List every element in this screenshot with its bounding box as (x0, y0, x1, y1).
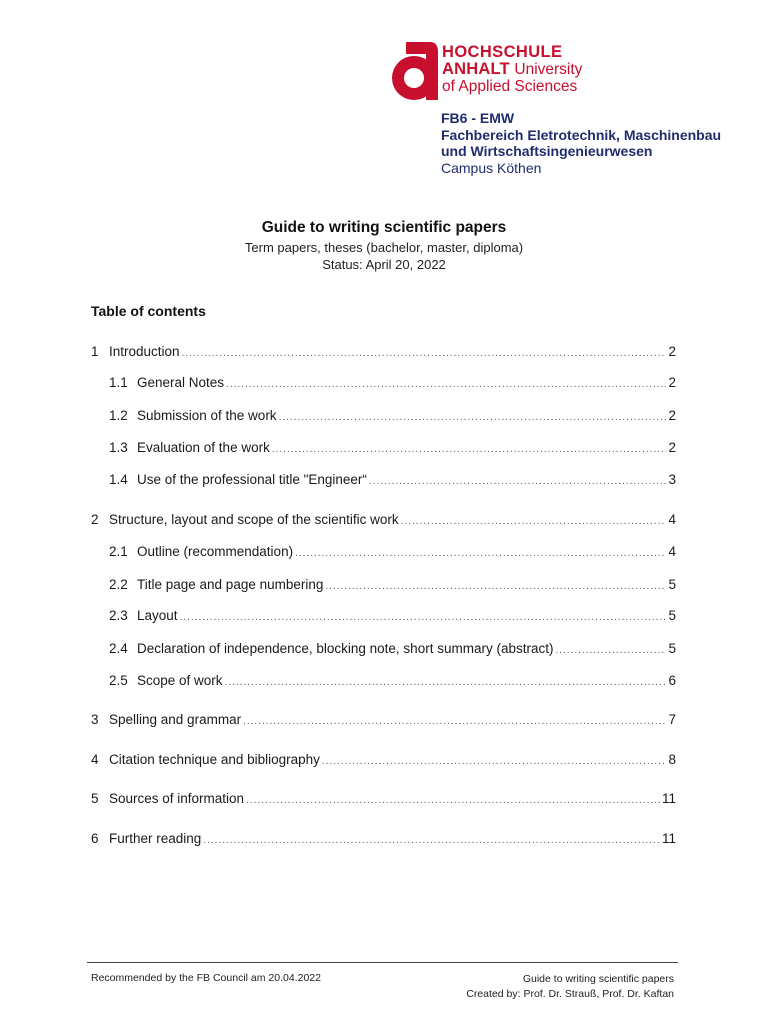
toc-entry-title: Outline (recommendation) (137, 544, 294, 559)
toc-entry-number: 1.4 (109, 472, 128, 487)
toc-dot-leader (325, 578, 666, 596)
toc-entry-title: Submission of the work (137, 408, 277, 423)
toc-entry-number: 2.2 (109, 577, 128, 592)
toc-entry-page: 2 (668, 375, 676, 390)
toc-entry-number: 1 (91, 344, 99, 359)
campus-name: Campus Köthen (441, 159, 542, 176)
toc-entry-page: 4 (668, 544, 676, 559)
toc-dot-leader (369, 473, 666, 491)
toc-dot-leader (203, 832, 660, 850)
toc-entry-number: 2.1 (109, 544, 128, 559)
toc-entry-page: 2 (668, 440, 676, 455)
toc-entry-title: Spelling and grammar (109, 712, 242, 727)
toc-dot-leader (401, 513, 666, 531)
toc-entry-title: Structure, layout and scope of the scientific work (109, 512, 399, 527)
table-of-contents (91, 0, 676, 1024)
department-name-line2: und Wirtschaftsingenieurwesen (441, 143, 653, 159)
toc-dot-leader (295, 545, 666, 563)
toc-entry-page: 6 (668, 673, 676, 688)
toc-dot-leader (555, 642, 666, 660)
toc-dot-leader (243, 713, 666, 731)
logo-line-hochschule: HOCHSCHULE (442, 43, 563, 61)
toc-entry-title: Scope of work (137, 673, 223, 688)
toc-entry-page: 11 (661, 791, 676, 806)
toc-entry-title: Evaluation of the work (137, 440, 270, 455)
toc-entry-title: General Notes (137, 375, 225, 390)
toc-entry-title: Introduction (109, 344, 180, 359)
toc-entry-title: Further reading (109, 831, 202, 846)
toc-entry-number: 6 (91, 831, 99, 846)
toc-entry[interactable] (91, 471, 676, 491)
toc-entry-number: 1.2 (109, 408, 128, 423)
footer-divider (87, 962, 678, 963)
toc-entry[interactable] (91, 439, 676, 459)
toc-dot-leader (322, 753, 666, 771)
toc-entry-number: 1.1 (109, 375, 128, 390)
toc-entry[interactable] (91, 751, 676, 771)
toc-entry[interactable] (91, 640, 676, 660)
logo-line-anhalt: ANHALT University (442, 60, 583, 78)
toc-entry[interactable] (91, 407, 676, 427)
toc-dot-leader (226, 376, 666, 394)
toc-entry-number: 3 (91, 712, 99, 727)
toc-entry-title: Use of the professional title "Engineer“ (137, 472, 367, 487)
toc-entry-page: 8 (668, 752, 676, 767)
document-subtitle: Term papers, theses (bachelor, master, diploma) (244, 240, 524, 255)
toc-entry-title: Citation technique and bibliography (109, 752, 320, 767)
toc-entry[interactable] (91, 790, 676, 810)
toc-entry-page: 4 (668, 512, 676, 527)
toc-entry-page: 7 (668, 712, 676, 727)
toc-entry-number: 4 (91, 752, 99, 767)
toc-entry-title: Title page and page numbering (137, 577, 324, 592)
department-code: FB6 - EMW (441, 110, 515, 126)
toc-entry[interactable] (91, 374, 676, 394)
toc-entry[interactable] (91, 343, 676, 363)
toc-dot-leader (182, 345, 666, 363)
toc-entry-page: 2 (668, 344, 676, 359)
logo-line-applied-sciences: of Applied Sciences (442, 78, 578, 95)
toc-entry-number: 2.5 (109, 673, 128, 688)
toc-dot-leader (180, 609, 666, 627)
toc-entry[interactable] (91, 511, 676, 531)
toc-entry-page: 11 (661, 831, 676, 846)
footer-credits (466, 972, 674, 1002)
toc-entry[interactable] (91, 672, 676, 692)
toc-dot-leader (225, 674, 666, 692)
toc-entry[interactable] (91, 543, 676, 563)
toc-entry-title: Sources of information (109, 791, 245, 806)
toc-entry[interactable] (91, 607, 676, 627)
toc-entry-number: 2.3 (109, 608, 128, 623)
toc-dot-leader (246, 792, 660, 810)
toc-entry-number: 2 (91, 512, 99, 527)
toc-entry-title: Declaration of independence, blocking note, short summary (abstract) (137, 641, 554, 656)
toc-entry-page: 5 (668, 577, 676, 592)
toc-entry-page: 5 (668, 608, 676, 623)
toc-entry-page: 3 (668, 472, 676, 487)
document-status: Status: April 20, 2022 (322, 257, 446, 272)
toc-dot-leader (272, 441, 666, 459)
toc-entry[interactable] (91, 830, 676, 850)
toc-entry-number: 2.4 (109, 641, 128, 656)
footer-authors: Created by: Prof. Dr. Strauß, Prof. Dr. Kaftan (466, 988, 674, 1000)
toc-entry[interactable] (91, 576, 676, 596)
footer-recommendation: Recommended by the FB Council am 20.04.2022 (91, 972, 321, 984)
toc-entry-number: 5 (91, 791, 99, 806)
toc-entry-page: 2 (668, 408, 676, 423)
document-title: Guide to writing scientific papers (261, 219, 507, 236)
toc-entry-title: Layout (137, 608, 178, 623)
toc-heading: Table of contents (91, 303, 206, 319)
toc-dot-leader (279, 409, 666, 427)
footer-doc-title: Guide to writing scientific papers (522, 973, 674, 985)
toc-entry[interactable] (91, 711, 676, 731)
toc-entry-page: 5 (668, 641, 676, 656)
department-name-line1: Fachbereich Eletrotechnik, Maschinenbau (441, 126, 722, 143)
toc-entry-number: 1.3 (109, 440, 128, 455)
